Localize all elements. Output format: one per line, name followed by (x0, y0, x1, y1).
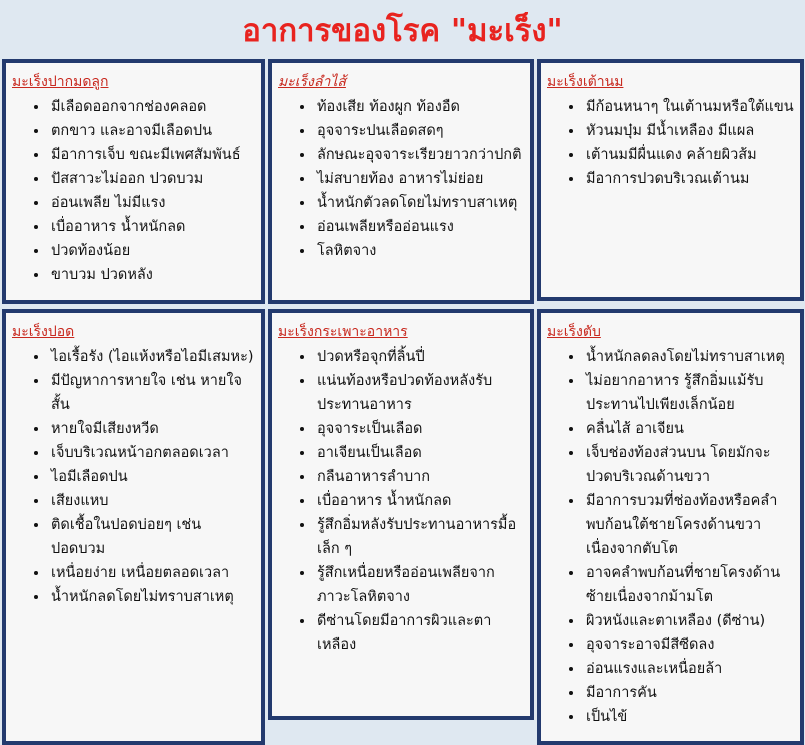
symptom-item: • กลืนอาหารลำบาก (315, 465, 524, 489)
colon-cancer-symptoms (278, 95, 524, 263)
liver-cancer-title[interactable]: มะเร็งตับ (547, 324, 601, 340)
symptom-item: • ดีซ่านโดยมีอาการผิวและตาเหลือง (315, 609, 524, 657)
symptom-item: • อุจจาระเป็นเลือด (315, 417, 524, 441)
symptom-item: • รู้สึกเหนื่อยหรืออ่อนเพลียจากภาวะโลหิตจาง (315, 561, 524, 609)
symptom-item: • เจ็บบริเวณหน้าอกตลอดเวลา (49, 441, 255, 465)
symptom-item: • มีก้อนหนาๆ ในเต้านมหรือใต้แขน (584, 95, 794, 119)
symptom-item: • ลักษณะอุจจาระเรียวยาวกว่าปกติ (315, 143, 524, 167)
symptom-item: • เบื่ออาหาร น้ำหนักลด (315, 489, 524, 513)
symptom-item: • ไอมีเลือดปน (49, 465, 255, 489)
breast-cancer-panel (537, 59, 804, 301)
symptom-item: • น้ำหนักลดลงโดยไม่ทราบสาเหตุ (584, 345, 794, 369)
symptom-item: • ขาบวม ปวดหลัง (49, 263, 255, 287)
symptom-item: • อ่อนเพลีย ไม่มีแรง (49, 191, 255, 215)
symptom-item: • เหนื่อยง่าย เหนื่อยตลอดเวลา (49, 561, 255, 585)
liver-cancer-symptoms (547, 345, 794, 729)
symptom-item: • ไอเรื้อรัง (ไอแห้งหรือไอมีเสมหะ) (49, 345, 255, 369)
symptom-item: • อุจจาระปนเลือดสดๆ (315, 119, 524, 143)
symptom-item: • อุจจาระอาจมีสีซีดลง (584, 633, 794, 657)
symptom-item: • เจ็บช่องท้องส่วนบน โดยมักจะปวดบริเวณด้านขวา (584, 441, 794, 489)
lung-cancer-panel (2, 309, 265, 745)
symptom-item: • ไม่สบายท้อง อาหารไม่ย่อย (315, 167, 524, 191)
colon-cancer-panel (268, 59, 534, 304)
symptom-item: • แน่นท้องหรือปวดท้องหลังรับประทานอาหาร (315, 369, 524, 417)
symptom-item: • ติดเชื้อในปอดบ่อยๆ เช่น ปอดบวม (49, 513, 255, 561)
symptom-item: • ผิวหนังและตาเหลือง (ดีซ่าน) (584, 609, 794, 633)
symptom-item: • มีอาการเจ็บ ขณะมีเพศสัมพันธ์ (49, 143, 255, 167)
lung-cancer-symptoms (12, 345, 255, 609)
symptom-item: • น้ำหนักลดโดยไม่ทราบสาเหตุ (49, 585, 255, 609)
symptom-item: • รู้สึกอิ่มหลังรับประทานอาหารมื้อเล็ก ๆ (315, 513, 524, 561)
breast-cancer-symptoms (547, 95, 794, 191)
symptom-item: • เบื่ออาหาร น้ำหนักลด (49, 215, 255, 239)
symptom-item: • ตกขาว และอาจมีเลือดปน (49, 119, 255, 143)
breast-cancer-title[interactable]: มะเร็งเต้านม (547, 74, 624, 90)
symptom-item: • อาเจียนเป็นเลือด (315, 441, 524, 465)
symptom-item: • อาจคลำพบก้อนที่ชายโครงด้านซ้ายเนื่องจากม้ามโต (584, 561, 794, 609)
cervical-cancer-symptoms (12, 95, 255, 287)
symptom-item: • ท้องเสีย ท้องผูก ท้องอืด (315, 95, 524, 119)
symptom-item: • เต้านมมีผื่นแดง คล้ายผิวส้ม (584, 143, 794, 167)
symptom-item: • หายใจมีเสียงหวีด (49, 417, 255, 441)
symptom-item: • มีอาการคัน (584, 681, 794, 705)
stomach-cancer-panel (268, 309, 534, 720)
symptom-item: • อ่อนแรงและเหนื่อยล้า (584, 657, 794, 681)
symptom-item: • มีอาการบวมที่ช่องท้องหรือคลำพบก้อนใต้ชายโครงด้านขวา เนื่องจากตับโต (584, 489, 794, 561)
stomach-cancer-symptoms (278, 345, 524, 657)
cervical-cancer-panel (2, 59, 265, 304)
stomach-cancer-title[interactable]: มะเร็งกระเพาะอาหาร (278, 324, 408, 340)
symptom-item: • มีปัญหาการหายใจ เช่น หายใจสั้น (49, 369, 255, 417)
liver-cancer-panel (537, 309, 804, 745)
symptom-item: • โลหิตจาง (315, 239, 524, 263)
symptom-item: • เป็นไข้ (584, 705, 794, 729)
lung-cancer-title[interactable]: มะเร็งปอด (12, 324, 75, 340)
symptom-item: • อ่อนเพลียหรืออ่อนแรง (315, 215, 524, 239)
symptom-item: • ปวดหรือจุกที่ลิ้นปี่ (315, 345, 524, 369)
symptom-item: • คลื่นไส้ อาเจียน (584, 417, 794, 441)
symptom-item: • น้ำหนักตัวลดโดยไม่ทราบสาเหตุ (315, 191, 524, 215)
symptom-item: • ไม่อยากอาหาร รู้สึกอิ่มแม้รับประทานไปเพียงเล็กน้อย (584, 369, 794, 417)
page-title: อาการของโรค "มะเร็ง" (242, 13, 563, 49)
cervical-cancer-title[interactable]: มะเร็งปากมดลูก (12, 74, 109, 90)
symptom-item: • มีเลือดออกจากช่องคลอด (49, 95, 255, 119)
symptom-item: • หัวนมบุ๋ม มีน้ำเหลือง มีแผล (584, 119, 794, 143)
symptom-item: • ปวดท้องน้อย (49, 239, 255, 263)
symptom-item: • เสียงแหบ (49, 489, 255, 513)
colon-cancer-title[interactable]: มะเร็งลำไส้ (278, 74, 346, 90)
symptom-item: • มีอาการปวดบริเวณเต้านม (584, 167, 794, 191)
symptom-item: • ปัสสาวะไม่ออก ปวดบวม (49, 167, 255, 191)
